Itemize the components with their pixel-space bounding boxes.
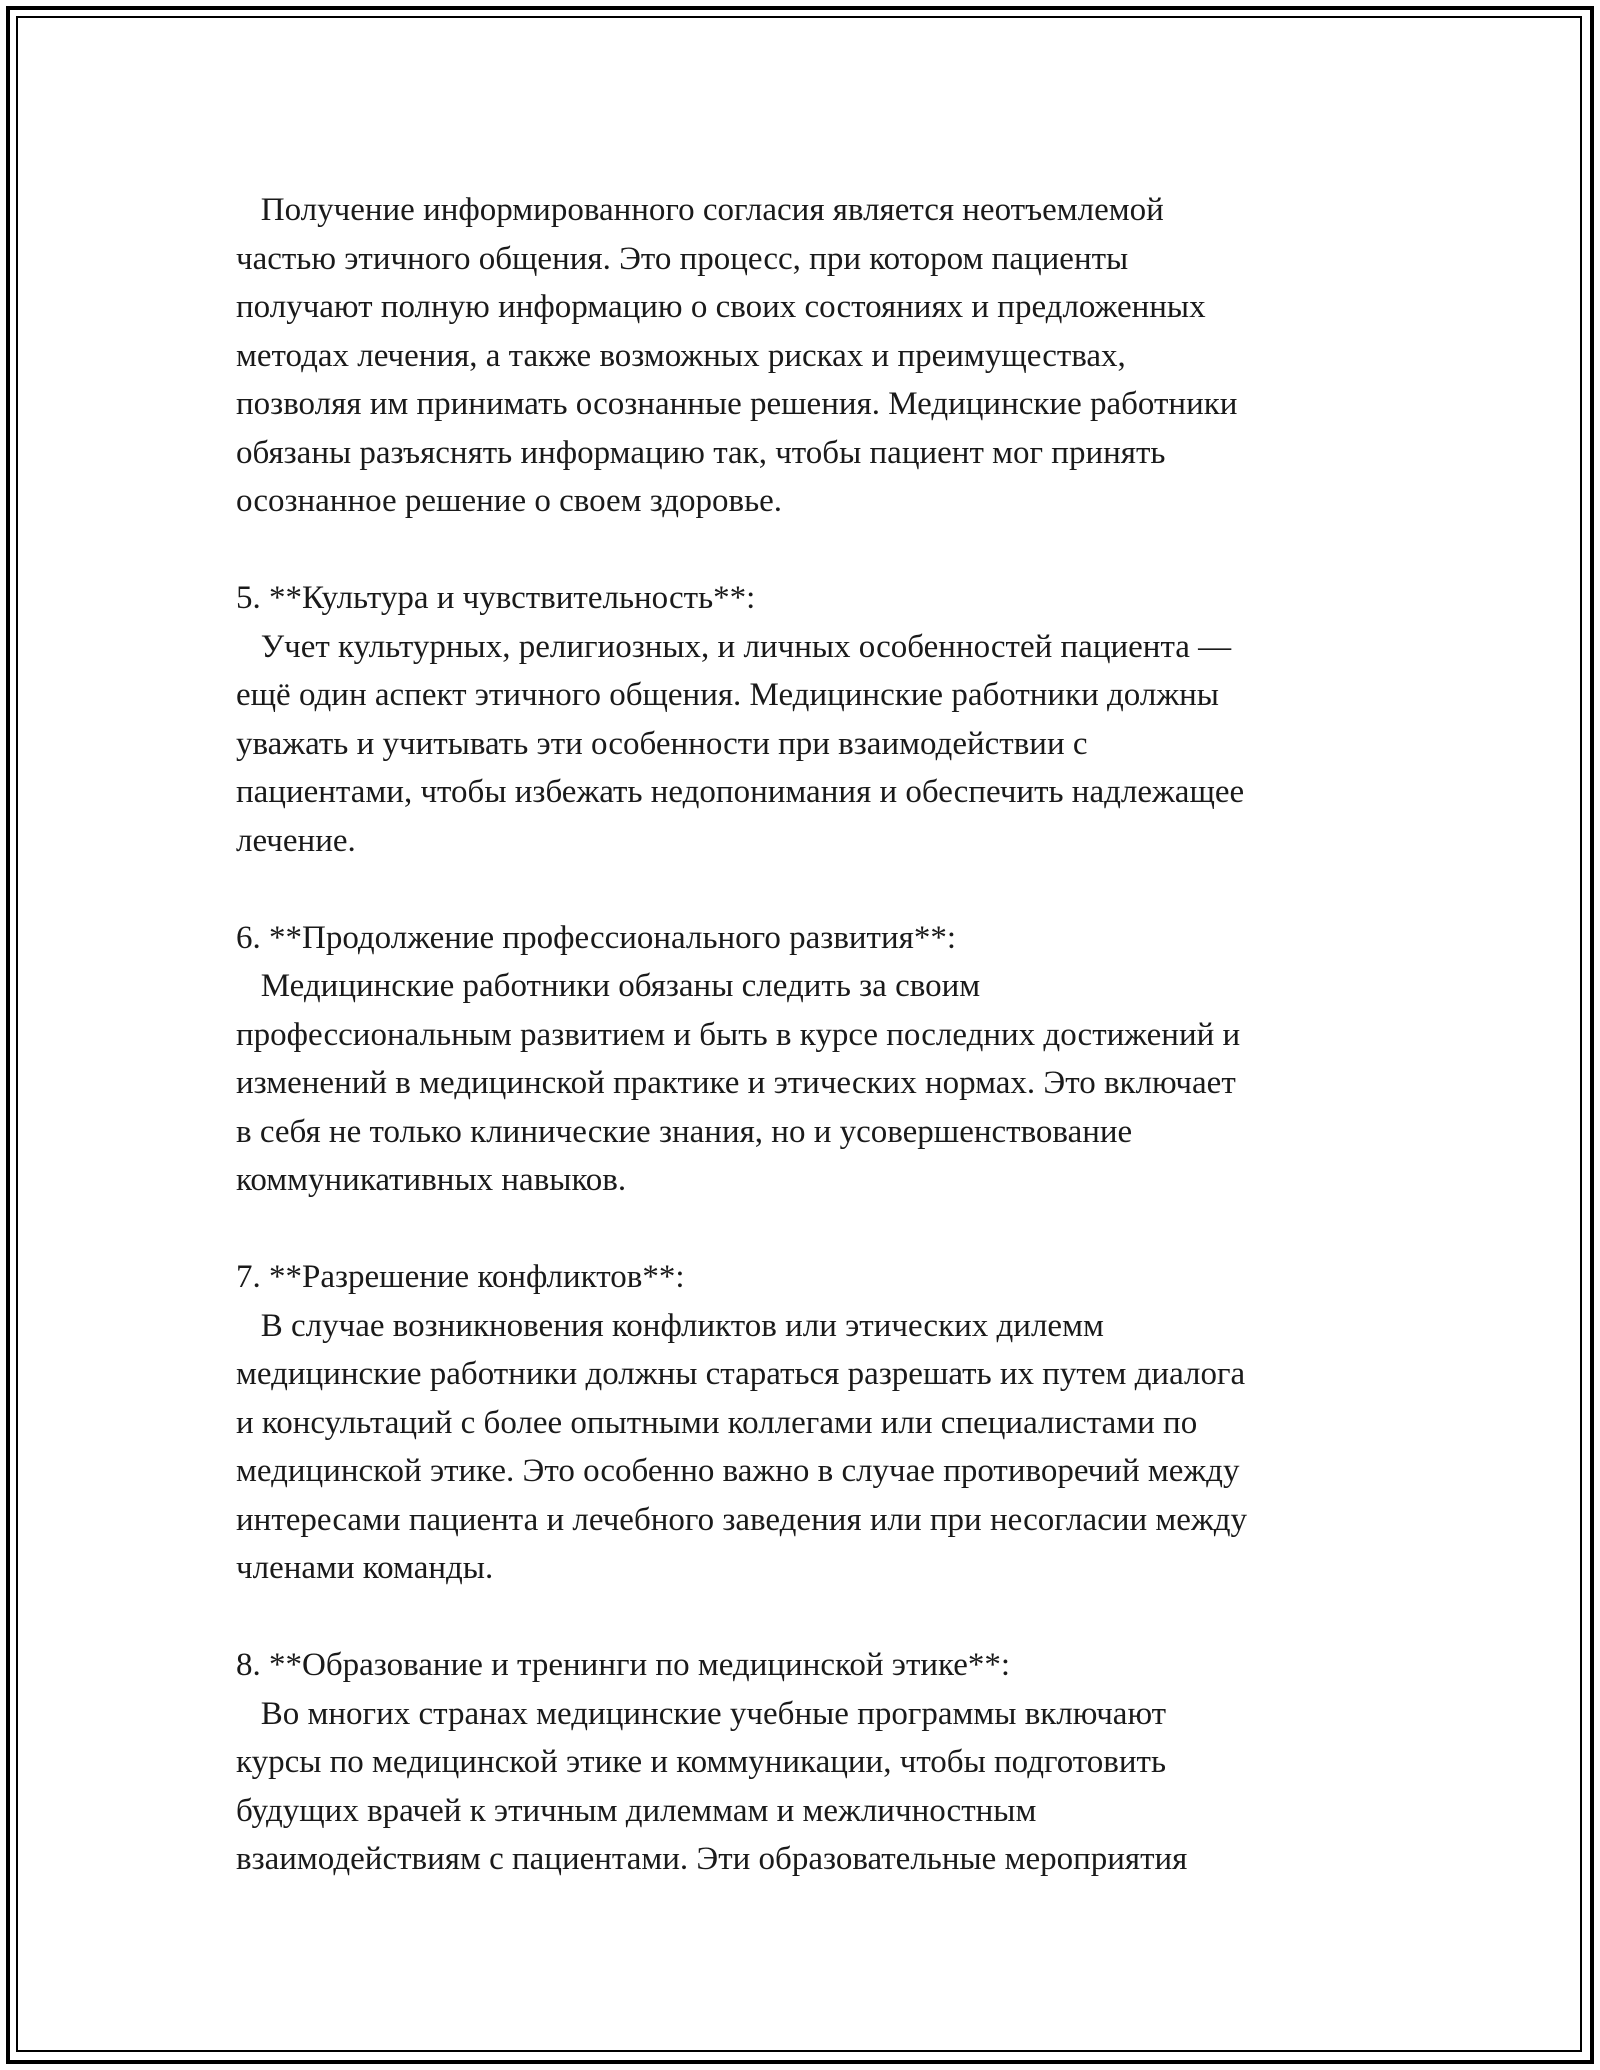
text-line: и консультаций с более опытными коллегами или специалистами по xyxy=(236,1404,1198,1441)
text-line: Медицинские работники обязаны следить за своим xyxy=(236,968,981,1004)
text-line: медицинские работники должны стараться разрешать их путем диалога xyxy=(236,1356,1246,1392)
paragraph-spacer xyxy=(236,1593,1386,1642)
text-line: получают полную информацию о своих состояниях и предложенных xyxy=(236,289,1206,325)
text-line: позволяя им принимать осознанные решения. Медицинские работники xyxy=(236,386,1238,422)
text-line: уважать и учитывать эти особенности при взаимодействии с xyxy=(236,725,1088,762)
section-7-conflict-resolution xyxy=(236,1253,1386,1593)
text-line: курсы по медицинской этике и коммуникации, чтобы подготовить xyxy=(236,1744,1166,1780)
text-line: Получение информированного согласия является неотъемлемой xyxy=(236,192,1164,228)
paragraph-spacer xyxy=(236,526,1386,575)
text-line: в себя не только клинические знания, но и усовершенствование xyxy=(236,1113,1133,1150)
section-heading: 5. **Культура и чувствительность**: xyxy=(236,580,756,616)
text-line: членами команды. xyxy=(236,1550,494,1586)
text-line: изменений в медицинской практике и этических нормах. Это включает xyxy=(236,1065,1236,1101)
section-5-culture xyxy=(236,574,1386,865)
text-line: пациентами, чтобы избежать недопонимания и обеспечить надлежащее xyxy=(236,774,1245,810)
section-8-ethics-education xyxy=(236,1641,1386,1884)
text-line: осознанное решение о своем здоровье. xyxy=(236,483,783,519)
section-heading: 7. **Разрешение конфликтов**: xyxy=(236,1259,685,1295)
text-line: взаимодействиям с пациентами. Эти образовательные мероприятия xyxy=(236,1841,1188,1877)
text-line: В случае возникновения конфликтов или этических дилемм xyxy=(236,1307,1104,1344)
text-line: частью этичного общения. Это процесс, при котором пациенты xyxy=(236,240,1129,277)
document-body xyxy=(236,186,1386,1884)
text-line: интересами пациента и лечебного заведения или при несогласии между xyxy=(236,1501,1248,1538)
text-line: ещё один аспект этичного общения. Медицинские работники должны xyxy=(236,677,1219,713)
paragraph-spacer xyxy=(236,1205,1386,1254)
text-line: Во многих странах медицинские учебные программы включают xyxy=(236,1695,1167,1732)
text-line: обязаны разъяснять информацию так, чтобы пациент мог принять xyxy=(236,434,1166,471)
text-line: медицинской этике. Это особенно важно в случае противоречий между xyxy=(236,1453,1240,1489)
paragraph-informed-consent xyxy=(236,186,1386,526)
text-line: коммуникативных навыков. xyxy=(236,1162,627,1198)
text-line: профессиональным развитием и быть в курсе последних достижений и xyxy=(236,1016,1241,1053)
text-line: будущих врачей к этичным дилеммам и межличностным xyxy=(236,1792,1037,1829)
text-line: методах лечения, а также возможных рисках и преимуществах, xyxy=(236,337,1126,374)
section-6-professional-development xyxy=(236,914,1386,1205)
text-line: лечение. xyxy=(236,822,356,859)
section-heading: 6. **Продолжение профессионального развития**: xyxy=(236,919,956,956)
section-heading: 8. **Образование и тренинги по медицинской этике**: xyxy=(236,1647,1011,1683)
text-line: Учет культурных, религиозных, и личных особенностей пациента — xyxy=(236,628,1232,665)
paragraph-spacer xyxy=(236,865,1386,914)
